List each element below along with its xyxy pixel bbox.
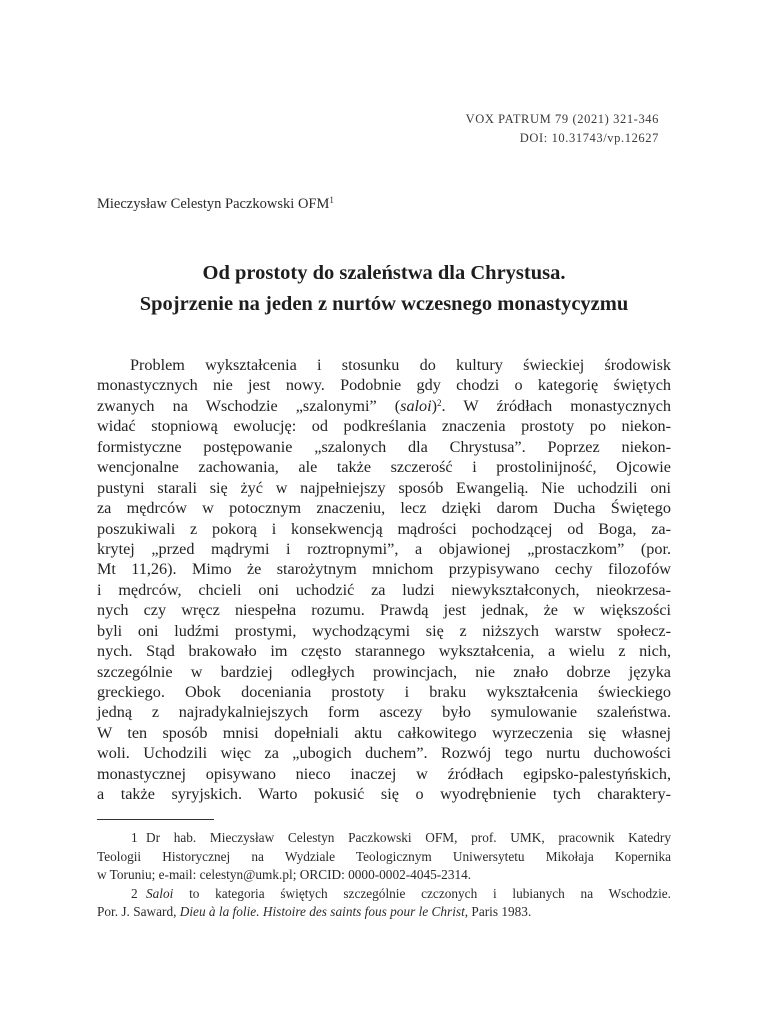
body-line: krytej „przed mądrymi i roztropnymi”, a objawionej „prostaczkom” (por.: [97, 539, 671, 558]
book-title: Dieu à la folie. Histoire des saints fous pour le Christ: [179, 904, 465, 920]
title-line-2: Spojrzenie na jeden z nurtów wczesnego monastycyzmu: [139, 293, 629, 315]
body-text: ): [431, 396, 438, 415]
footnote-2-line: [97, 885, 671, 904]
footnote-2-line: [97, 903, 671, 922]
footnote-divider: [97, 819, 214, 820]
body-paragraph: [97, 355, 671, 805]
body-line: i mędrców, chcieli oni uchodzić za ludzi niewykształconych, nieokrzesa-: [97, 580, 671, 599]
body-line: szczególnie w bardziej odległych prowincjach, nie znało dobrze języka: [97, 662, 671, 681]
title-line-1: Od prostoty do szaleństwa dla Chrystusa.: [202, 262, 566, 284]
body-line: nych czy wręcz niespełna rozumu. Prawdą jest jednak, że w większości: [97, 601, 671, 620]
body-line: za mędrców w potocznym znaczeniu, lecz dzięki darom Ducha Świętego: [97, 499, 671, 518]
body-line: wencjonalne zachowania, ale także szczerość i prostolinijność, Ojcowie: [97, 458, 671, 477]
footnote-1-line: [97, 829, 671, 848]
body-text: . W źródłach monastycznych: [441, 396, 671, 415]
body-line: greckiego. Obok doceniania prostoty i braku wykształcenia świeckiego: [97, 683, 671, 701]
footnote-text: to kategoria świętych szczególnie czczonych i lubianych na Wschodzie.: [173, 885, 671, 901]
body-line: nych. Stąd brakowało im często starannego wykształcenia, a wielu z nich,: [97, 642, 671, 661]
body-line: jedną z najradykalniejszych form ascezy było symulowanie szaleństwa.: [97, 703, 671, 722]
footnote-1-line: w Toruniu; e-mail: celestyn@umk.pl; ORCID: 0000-0002-4045-2314.: [97, 867, 472, 883]
footnote-text: Por. J. Saward,: [97, 904, 180, 920]
footnote-number: 1: [131, 830, 138, 845]
footnotes: [97, 829, 671, 922]
body-line: pustyni starali się żyć w najpełniejszy sposób Ewangelią. Nie uchodzili oni: [97, 478, 671, 497]
body-line: formistyczne postępowanie „szalonych dla Chrystusa”. Poprzez niekon-: [97, 437, 671, 456]
body-line: monastycznych nie jest nowy. Podobnie gdy chodzi o kategorię świętych: [97, 376, 671, 395]
author-line: [97, 195, 334, 213]
body-line: a także syryjskich. Warto pokusić się o wyodrębnienie tych charaktery-: [97, 785, 671, 804]
body-line: woli. Uchodzili więc za „ubogich duchem”. Rozwój tego nurtu duchowości: [97, 744, 671, 763]
journal-header: [466, 110, 659, 148]
footnote-number: 2: [131, 885, 138, 901]
body-line: [97, 396, 671, 416]
footnote-ref-1[interactable]: 1: [329, 195, 334, 205]
footnote-text: Dr hab. Mieczysław Celestyn Paczkowski OFM, prof. UMK, pracownik Katedry: [146, 830, 671, 845]
footnote-1-line: Teologii Historycznej na Wydziale Teologicznym Uniwersytetu Mikołaja Kopernika: [97, 848, 671, 864]
body-line: W ten sposób mnisi dopełniali aktu całkowitego wyrzeczenia się własnej: [97, 723, 671, 742]
saloi-term: saloi: [400, 396, 432, 415]
body-line: Problem wykształcenia i stosunku do kultury świeckiej środowisk: [130, 356, 671, 374]
body-text: zwanych na Wschodzie „szalonymi” (: [97, 396, 401, 415]
saloi-term: Saloi: [146, 885, 174, 901]
body-line: monastycznej opisywano nieco inaczej w źródłach egipsko-palestyńskich,: [97, 764, 671, 783]
author-name: Mieczysław Celestyn Paczkowski OFM: [97, 196, 330, 212]
journal-citation: VOX PATRUM 79 (2021) 321-346: [465, 112, 659, 126]
article-title: [97, 258, 671, 320]
footnote-text: , Paris 1983.: [464, 904, 532, 920]
body-line: byli oni ludźmi prostymi, wychodzącymi się z niższych warstw społecz-: [97, 621, 671, 640]
doi: DOI: 10.31743/vp.12627: [519, 131, 659, 145]
body-line: Mt 11,26). Mimo że starożytnym mnichom przypisywano cechy filozofów: [97, 560, 671, 579]
footnote-ref-2[interactable]: 2: [437, 397, 442, 408]
body-line: widać stopniową ewolucję: od podkreślania znaczenia prostoty po niekon-: [97, 417, 671, 436]
body-line: poszukiwali z pokorą i konsekwencją mądrości pochodzącej od Boga, za-: [97, 519, 671, 538]
